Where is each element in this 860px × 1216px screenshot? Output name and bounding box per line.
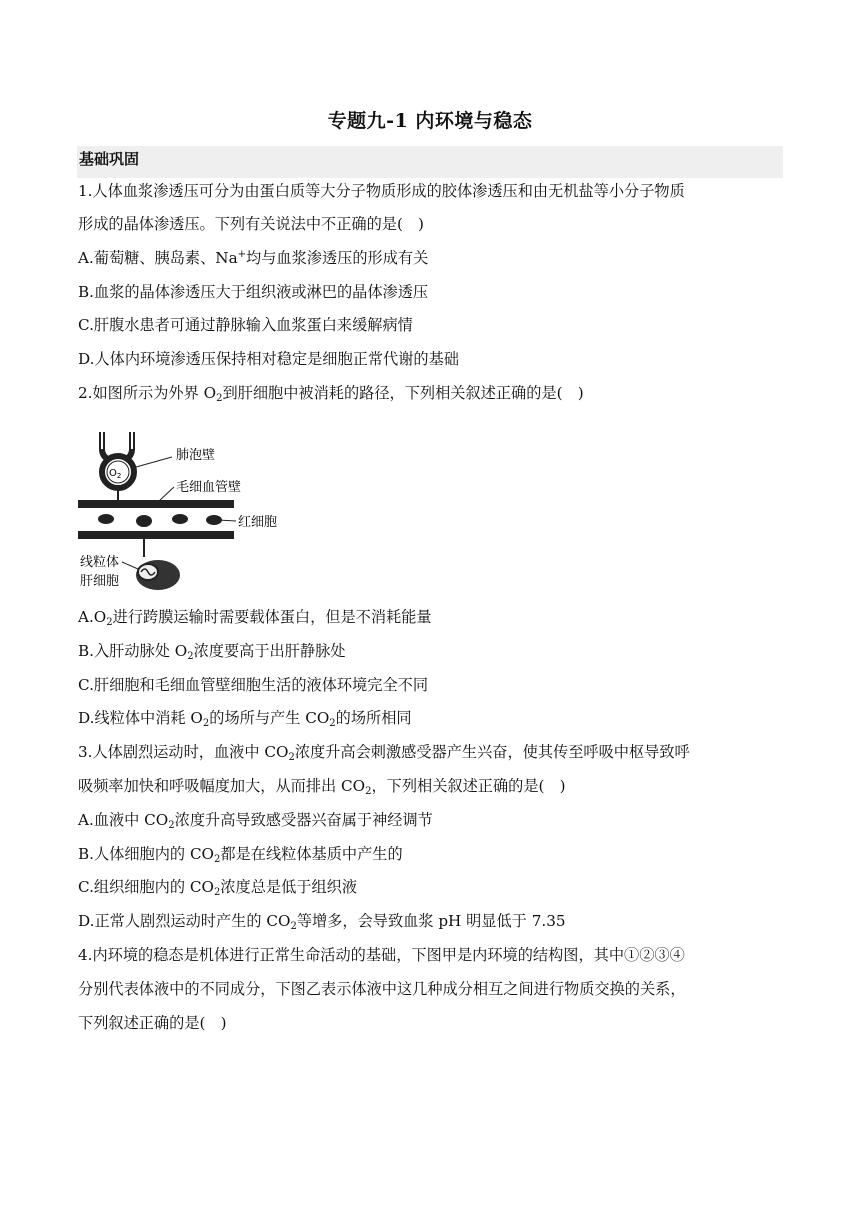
oxygen-path-figure bbox=[76, 427, 296, 592]
o2-label: $O_2$ bbox=[109, 468, 122, 480]
q2-option-c: C.肝细胞和毛细血管壁细胞生活的液体环境完全不同 bbox=[78, 676, 429, 694]
red-blood-cell bbox=[136, 515, 152, 527]
q2-option-d: D.线粒体中消耗 $O_2$的场所与产生 $CO_2$的场所相同 bbox=[78, 709, 412, 729]
q2-option-a: $A.O_2$进行跨膜运输时需要载体蛋白，但是不消耗能量 bbox=[78, 608, 432, 628]
q3-option-c: C.组织细胞内的 $CO_2$浓度总是低于组织液 bbox=[78, 878, 357, 898]
label-red-blood-cell: 红细胞 bbox=[238, 515, 278, 530]
q1-option-d: D.人体内环境渗透压保持相对稳定是细胞正常代谢的基础 bbox=[78, 350, 459, 368]
section-heading: 基础巩固 bbox=[77, 146, 783, 178]
q3-option-b: B.人体细胞内的 $CO_2$都是在线粒体基质中产生的 bbox=[78, 845, 403, 865]
page-title: 专题九-1 内环境与稳态 bbox=[327, 110, 533, 132]
q3-stem-line-1: 3.人体剧烈运动时，血液中 $CO_2$浓度升高会刺激感受器产生兴奋，使其传至呼吸中枢导致呼 bbox=[78, 743, 690, 763]
capillary-wall-bottom bbox=[78, 531, 234, 539]
q2-option-b: B.入肝动脉处 $O_2$浓度要高于出肝静脉处 bbox=[78, 642, 346, 662]
q1-option-b: B.血浆的晶体渗透压大于组织液或淋巴的晶体渗透压 bbox=[78, 283, 429, 301]
red-blood-cell bbox=[98, 514, 114, 524]
q4-stem-line-3: 下列叙述正确的是( ) bbox=[78, 1014, 227, 1032]
q3-stem-line-2: 吸频率加快和呼吸幅度加大，从而排出 $CO_2$，下列相关叙述正确的是( ) bbox=[78, 777, 566, 797]
label-liver-cell: 肝细胞 bbox=[80, 574, 120, 589]
q4-stem-line-1: 4.内环境的稳态是机体进行正常生命活动的基础，下图甲是内环境的结构图，其中①②③④ bbox=[78, 946, 685, 964]
q1-stem-line-2: 形成的晶体渗透压。下列有关说法中不正确的是( ) bbox=[78, 215, 424, 233]
q1-stem-line-1: 1.人体血浆渗透压可分为由蛋白质等大分子物质形成的胶体渗透压和由无机盐等小分子物质 bbox=[78, 182, 685, 200]
q2-stem: 2.如图所示为外界 $O_2$到肝细胞中被消耗的路径，下列相关叙述正确的是( ) bbox=[78, 384, 584, 404]
label-mitochondrion: 线粒体 bbox=[80, 555, 120, 570]
q1-option-c: C.肝腹水患者可通过静脉输入血浆蛋白来缓解病情 bbox=[78, 316, 413, 334]
q1-option-a: A.葡萄糖、胰岛素、Na+均与血浆渗透压的形成有关 bbox=[78, 249, 429, 267]
label-alveolus-wall: 肺泡壁 bbox=[176, 448, 216, 463]
q4-stem-line-2: 分别代表体液中的不同成分，下图乙表示体液中这几种成分相互之间进行物质交换的关系， bbox=[78, 980, 686, 998]
red-blood-cell bbox=[172, 514, 188, 524]
label-capillary-wall: 毛细血管壁 bbox=[176, 480, 242, 495]
q3-option-d: D.正常人剧烈运动时产生的 $CO_2$等增多，会导致血浆 pH 明显低于 7.35 bbox=[78, 912, 566, 932]
q3-option-a: A.血液中 $CO_2$浓度升高导致感受器兴奋属于神经调节 bbox=[78, 811, 433, 831]
